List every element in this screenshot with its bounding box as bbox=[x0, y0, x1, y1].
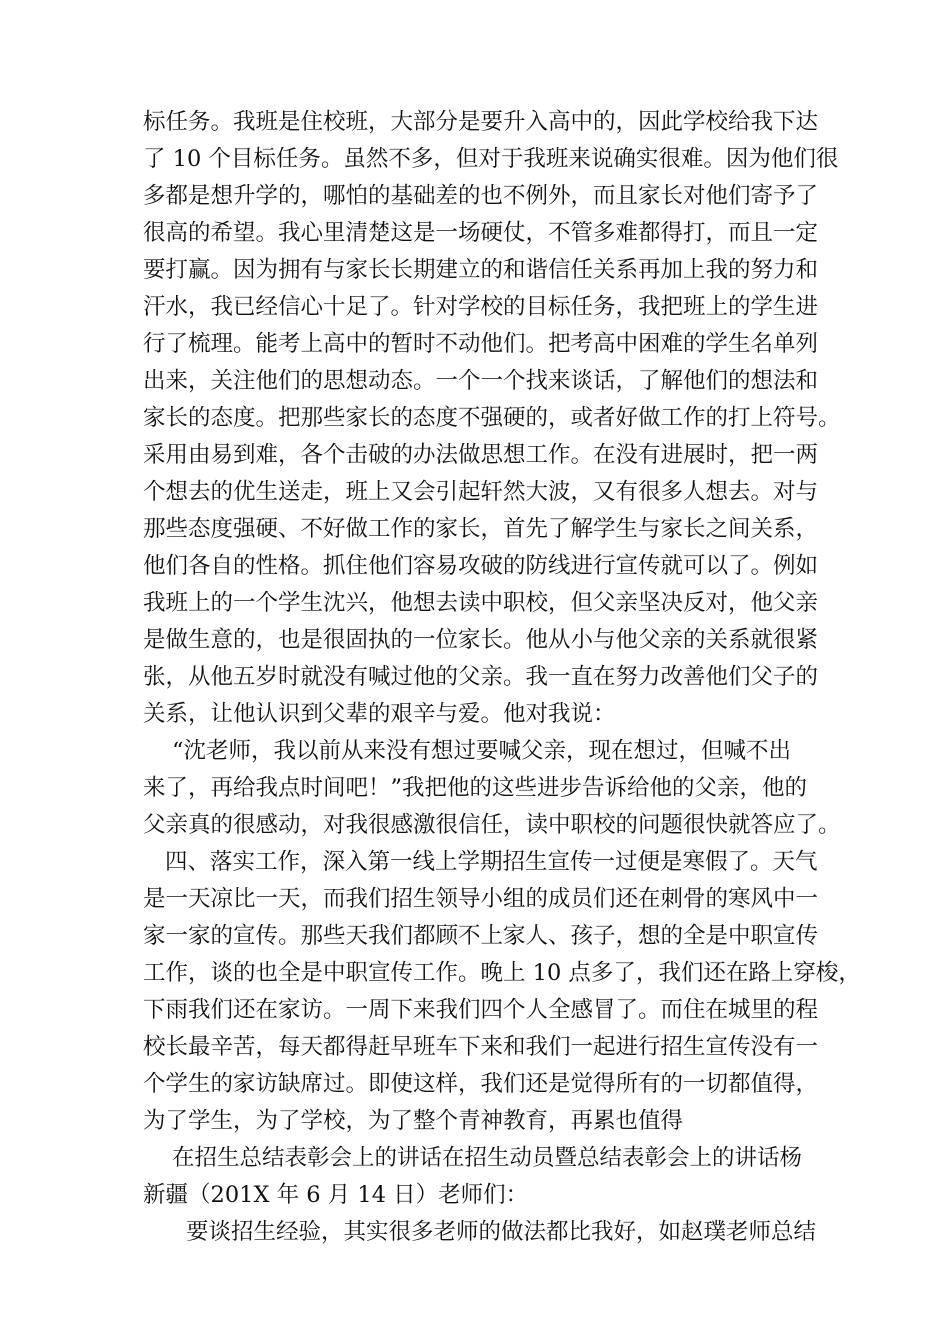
text-line: 张，从他五岁时就没有喊过他的父亲。我一直在努力改善他们父子的 bbox=[143, 664, 819, 690]
text-line: 出来，关注他们的思想动态。一个一个找来谈话，了解他们的想法和 bbox=[143, 368, 819, 394]
text-line: 四、落实工作，深入第一线上学期招生宣传一过便是寒假了。天气 bbox=[165, 849, 818, 875]
text-line: 关系，让他认识到父辈的艰辛与爱。他对我说： bbox=[143, 701, 616, 727]
text-line: 工作，谈的也全是中职宣传工作。晚上 10 点多了，我们还在路上穿梭， bbox=[143, 960, 861, 986]
text-line: 了 10 个目标任务。虽然不多，但对于我班来说确实很难。因为他们很 bbox=[143, 146, 839, 172]
text-line: 行了梳理。能考上高中的暂时不动他们。把考高中困难的学生名单列 bbox=[143, 331, 819, 357]
text-line: 汗水，我已经信心十足了。针对学校的目标任务，我把班上的学生进 bbox=[143, 294, 819, 320]
text-line: 为了学生，为了学校，为了整个青神教育，再累也值得 bbox=[143, 1108, 684, 1134]
text-line: 新疆（201X 年 6 月 14 日）老师们： bbox=[143, 1182, 529, 1208]
text-line: 要打赢。因为拥有与家长长期建立的和谐信任关系再加上我的努力和 bbox=[143, 257, 819, 283]
text-line: 校长最辛苦，每天都得赶早班车下来和我们一起进行招生宣传没有一 bbox=[143, 1034, 819, 1060]
text-line: 父亲真的很感动，对我很感激很信任，读中职校的问题很快就答应了。 bbox=[143, 812, 841, 838]
text-line: 我班上的一个学生沈兴，他想去读中职校，但父亲坚决反对，他父亲 bbox=[143, 590, 819, 616]
text-line: 是一天凉比一天，而我们招生领导小组的成员们还在刺骨的寒风中一 bbox=[143, 886, 819, 912]
text-line: “沈老师，我以前从来没有想过要喊父亲，现在想过，但喊不出 bbox=[172, 738, 792, 764]
text-line: 在招生总结表彰会上的讲话在招生动员暨总结表彰会上的讲话杨 bbox=[172, 1145, 803, 1171]
text-line: 他们各自的性格。抓住他们容易攻破的防线进行宣传就可以了。例如 bbox=[143, 553, 819, 579]
text-line: 是做生意的，也是很固执的一位家长。他从小与他父亲的关系就很紧 bbox=[143, 627, 819, 653]
text-line: 要谈招生经验，其实很多老师的做法都比我好，如赵璞老师总结 bbox=[186, 1219, 817, 1245]
text-line: 标任务。我班是住校班，大部分是要升入高中的，因此学校给我下达 bbox=[143, 109, 819, 135]
text-line: 来了，再给我点时间吧！”我把他的这些进步告诉给他的父亲，他的 bbox=[143, 775, 808, 801]
text-line: 个想去的优生送走，班上又会引起轩然大波，又有很多人想去。对与 bbox=[143, 479, 819, 505]
text-line: 很高的希望。我心里清楚这是一场硬仗，不管多难都得打，而且一定 bbox=[143, 220, 819, 246]
text-line: 下雨我们还在家访。一周下来我们四个人全感冒了。而住在城里的程 bbox=[143, 997, 819, 1023]
text-line: 家长的态度。把那些家长的态度不强硬的，或者好做工作的打上符号。 bbox=[143, 405, 841, 431]
text-line: 那些态度强硬、不好做工作的家长，首先了解学生与家长之间关系， bbox=[143, 516, 819, 542]
text-line: 采用由易到难，各个击破的办法做思想工作。在没有进展时，把一两 bbox=[143, 442, 819, 468]
text-line: 个学生的家访缺席过。即使这样，我们还是觉得所有的一切都值得， bbox=[143, 1071, 819, 1097]
text-line: 家一家的宣传。那些天我们都顾不上家人、孩子，想的全是中职宣传 bbox=[143, 923, 819, 949]
text-line: 多都是想升学的，哪怕的基础差的也不例外，而且家长对他们寄予了 bbox=[143, 183, 819, 209]
